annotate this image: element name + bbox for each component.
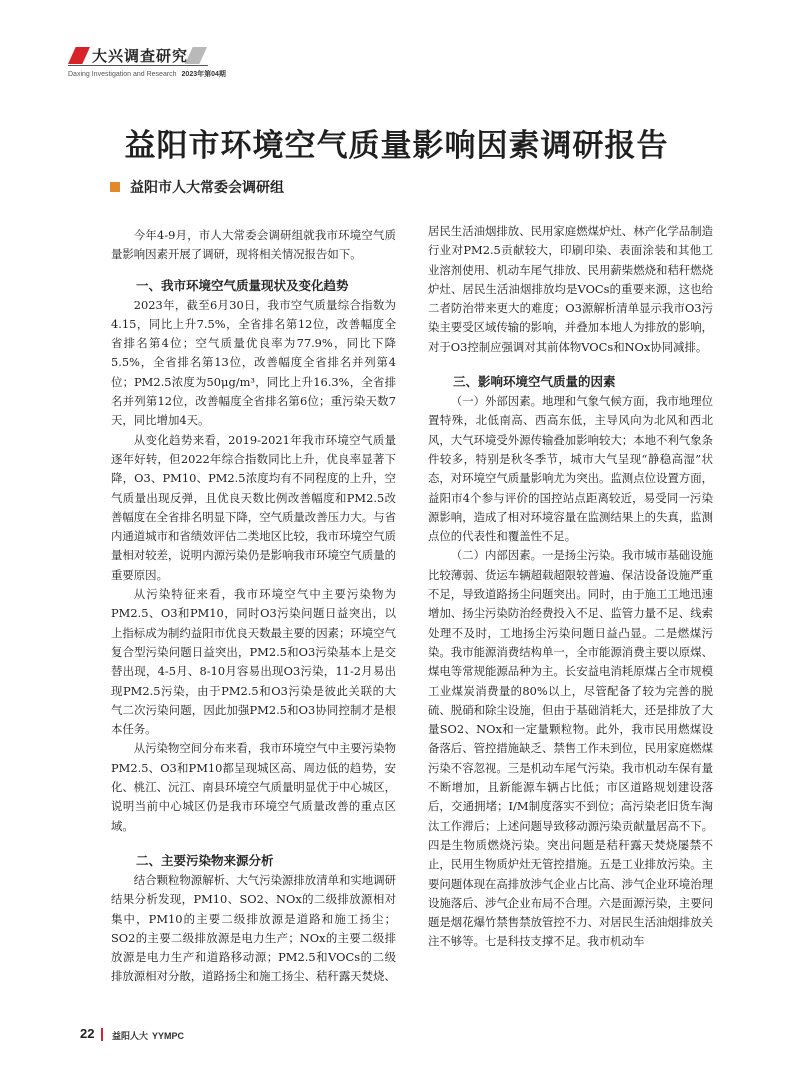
footer-divider — [101, 1028, 103, 1041]
section-1-paragraph-4: 从污染物空间分布来看，我市环境空气中主要污染物PM2.5、O3和PM10都呈现城区高、周边低的趋势，安化、桃江、沅江、南县环境空气质量明显优于中心城区，说明当前中心城区仍是我市环境空气质量改善的重点区域。 — [111, 741, 396, 833]
page-number: 22 — [80, 1026, 95, 1041]
issue-number: 2023年第04期 — [181, 71, 226, 78]
header-rule — [68, 65, 208, 66]
footer-publication-line — [112, 1029, 184, 1042]
section-2-paragraph-continued: 居民生活油烟排放、民用家庭燃煤炉灶、林产化学品制造行业对PM2.5贡献较大，印刷印染、表面涂装和其他工业溶剂使用、机动车尾气排放、民用薪柴燃烧和秸秆燃烧炉灶、居民生活油烟排放均是VOCs的重要来源，这也给二者防治带来更大的难度；O3源解析清单显示我市O3污染主要受区域传输的影响，并叠加本地人为排放的影响，对于O3控制应强调对其前体物VOCs和NOx协同减排。 — [428, 224, 713, 354]
intro-paragraph: 今年4-9月，市人大常委会调研组就我市环境空气质量影响因素开展了调研，现将相关情况报告如下。 — [111, 228, 396, 262]
article-author: 益阳市人大常委会调研组 — [130, 180, 284, 196]
section-2-heading: 二、主要污染物来源分析 — [136, 852, 274, 868]
article-title: 益阳市环境空气质量影响因素调研报告 — [124, 128, 669, 164]
internal-factors-paragraph: （二）内部因素。一是扬尘污染。我市城市基础设施比较薄弱、货运车辆超载超限较普遍、保洁设备设施严重不足，导致道路扬尘问题突出。同时，由于施工工地迅速增加、扬尘污染防治经费投入不足、监管力量不足、线索处理不及时，工地扬尘污染问题日益凸显。二是燃煤污染。我市能源消费结构单一，全市能源消费主要以原煤、煤电等常规能源品种为主。长安益电消耗原煤占全市规模工业煤炭消费量的80%以上，尽管配备了较为完善的脱硫、脱硝和除尘设施，但由于基础消耗大，还是排放了大量SO2、NOx和一定量颗粒物。此外，我市民用燃煤设备落后、管控措施缺乏、禁售工作未到位，民用家庭燃煤污染不容忽视。三是机动车尾气污染。我市机动车保有量不断增加，且新能源车辆占比低；市区道路规划建设落后，交通拥堵；I/M制度落实不到位；高污染老旧货车淘汰工作滞后；上述问题导致移动源污染贡献量居高不下。四是生物质燃烧污染。突出问题是秸秆露天焚烧屡禁不止，民用生物质炉灶无管控措施。五是工业排放污染。主要问题体现在高排放涉气企业占比高、涉气企业环境治理设施落后、涉气企业布局不合理。六是面源污染，主要问题是烟花爆竹禁售禁放管控不力、对居民生活油烟排放关注不够等。七是科技支撑不足。我市机动车 — [428, 548, 713, 949]
journal-subtitle: Daxing Investigation and Research — [68, 71, 177, 78]
footer-publication: 益阳人大 — [112, 1032, 149, 1042]
journal-subtitle-line — [68, 69, 226, 79]
header-grey-marker — [185, 47, 207, 64]
section-2-paragraph-1: 结合颗粒物源解析、大气污染源排放清单和实地调研结果分析发现，PM10、SO2、NOx的二级排放源相对集中，PM10的主要二级排放源是道路和施工扬尘；SO2的主要二级排放源是电力生产；NOx的主要二级排放源是电力生产和道路移动源；PM2.5和VOCs的二级排放源相对分散，道路扬尘和施工扬尘、秸秆露天焚烧、 — [111, 872, 396, 984]
journal-title: 大兴调查研究 — [92, 47, 189, 65]
left-column — [111, 226, 396, 987]
section-1-paragraph-2: 从变化趋势来看，2019-2021年我市环境空气质量逐年好转，但2022年综合指数同比上升，优良率显著下降，O3、PM10、PM2.5浓度均有不同程度的上升，空气质量出现反弹，且优良天数比例改善幅度和PM2.5改善幅度在全省排名明显下降，空气质量改善压力大。与省内通道城市和省绩效评估二类地区比较，我市环境空气质量相对较差，说明内源污染仍是影响我市环境空气质量的重要原因。 — [111, 432, 396, 582]
footer-abbreviation: YYMPC — [152, 1031, 185, 1041]
author-marker-square — [110, 182, 120, 192]
external-factors-paragraph: （一）外部因素。地理和气象气候方面，我市地理位置特殊，北低南高、西高东低，主导风向为北风和西北风，大气环境受外源传输叠加影响较大；本地不利气象条件较多，特别是秋冬季节，城市大气呈现“静稳高湿”状态，对环境空气质量影响尤为突出。监测点位设置方面，益阳市4个参与评价的国控站点距离较近，易受同一污染源影响，造成了相对环境容量在监测结果上的失真，监测点位的代表性和覆盖性不足。 — [428, 394, 713, 544]
section-1-heading: 一、我市环境空气质量现状及变化趋势 — [136, 277, 349, 293]
section-3-heading: 三、影响环境空气质量的因素 — [453, 374, 616, 390]
section-1-paragraph-3: 从污染特征来看，我市环境空气中主要污染物为PM2.5、O3和PM10，同时O3污染问题日益突出，以上指标成为制约益阳市优良天数最主要的因素；环境空气复合型污染问题日益突出，PM2.5和O3污染基本上是交替出现，4-5月、8-10月容易出现O3污染，11-2月易出现PM2.5污染，由于PM2.5和O3污染是彼此关联的大气二次污染问题，因此加强PM2.5和O3协同控制才是根本任务。 — [111, 587, 396, 737]
section-1-paragraph-1: 2023年，截至6月30日，我市空气质量综合指数为4.15，同比上升7.5%，全省排名第12位，改善幅度全省排名第4位；空气质量优良率为77.9%，同比下降5.5%，全省排名第13位，改善幅度全省排名并列第4位；PM2.5浓度为50μg/m³，同比上升16.3%，全省排名并列第12位，改善幅度全省排名第6位；重污染天数7天，同比增加4天。 — [111, 297, 396, 428]
header-red-marker — [68, 47, 90, 64]
right-column — [428, 222, 713, 952]
